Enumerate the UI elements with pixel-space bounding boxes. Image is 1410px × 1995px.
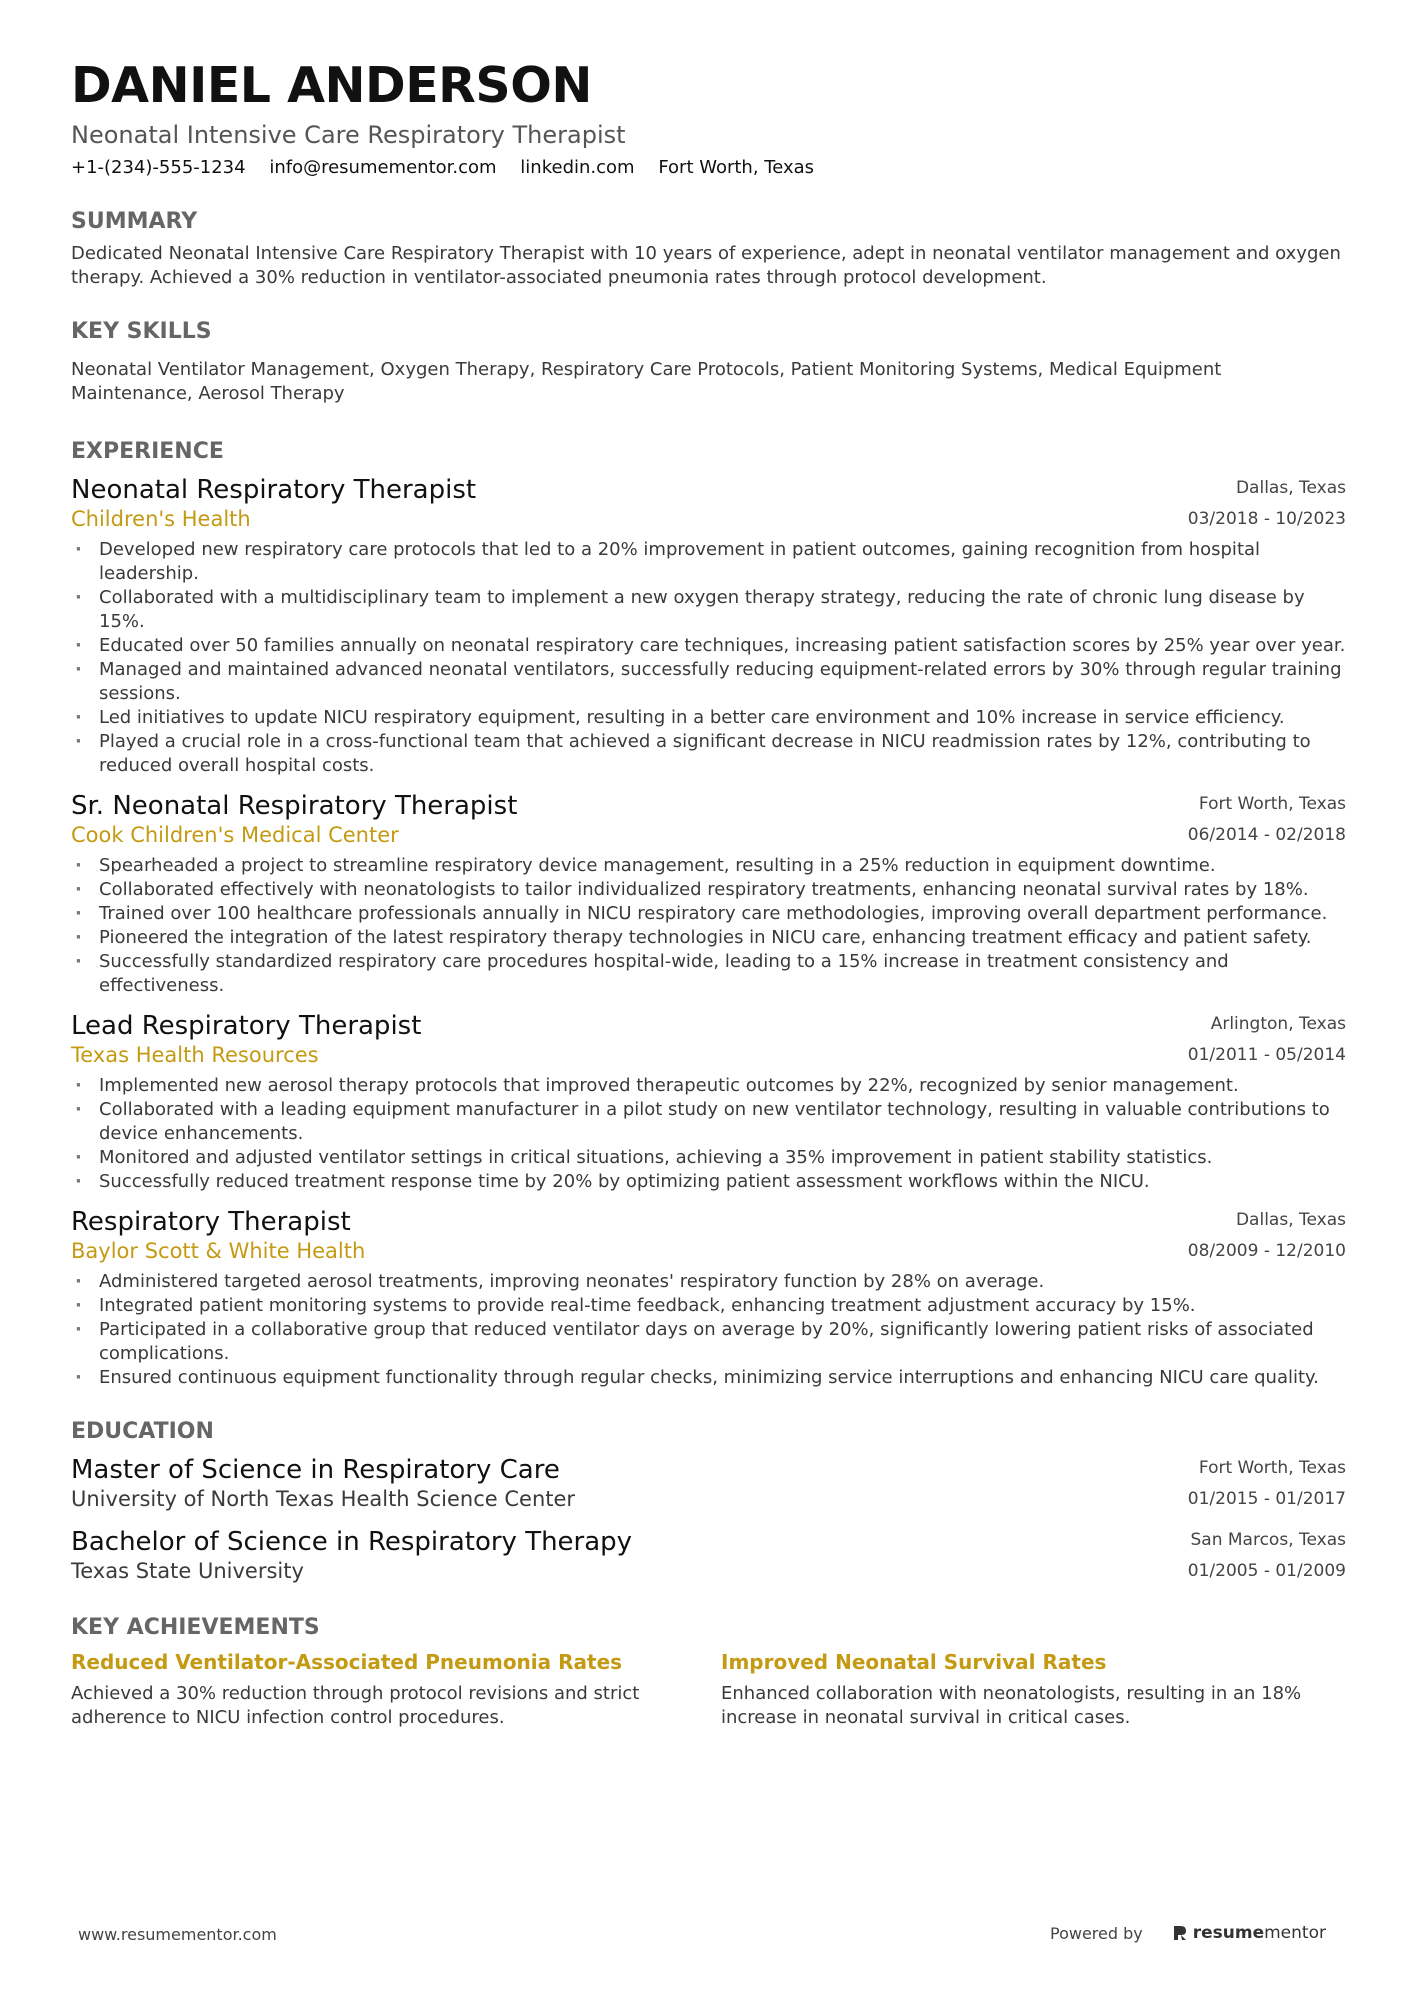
job-bullet: · Educated over 50 families annually on neonatal respiratory care techniques, increasing patient satisfaction scores by 25% year over year. <box>71 634 1346 658</box>
achievement-title: Improved Neonatal Survival Rates <box>721 1650 1107 1674</box>
education-entry <box>71 1526 1346 1584</box>
candidate-name: DANIEL ANDERSON <box>71 57 592 114</box>
job-title: Lead Respiratory Therapist <box>71 1011 422 1041</box>
footer-website-link[interactable]: www.resumementor.com <box>78 1925 277 1944</box>
job-company: Texas Health Resources <box>71 1043 319 1067</box>
education-section <box>71 1418 1346 1584</box>
footer-branding <box>1050 1923 1326 1943</box>
job-bullet: · Monitored and adjusted ventilator settings in critical situations, achieving a 35% improvement in patient stability statistics. <box>71 1146 1346 1170</box>
job-bullet: · Successfully reduced treatment response time by 20% by optimizing patient assessment workflows within the NICU. <box>71 1170 1346 1194</box>
powered-by-label: Powered by <box>1050 1923 1143 1943</box>
summary-heading: SUMMARY <box>71 209 198 234</box>
achievement-title: Reduced Ventilator-Associated Pneumonia Rates <box>71 1650 623 1674</box>
achievement-item <box>721 1648 1346 1730</box>
job-entry <box>71 1010 1346 1194</box>
education-entry <box>71 1454 1346 1512</box>
resumementor-logo-icon <box>1173 1924 1187 1942</box>
achievements-heading: KEY ACHIEVEMENTS <box>71 1615 320 1640</box>
job-bullet: · Played a crucial role in a cross-functional team that achieved a significant decrease in NICU readmission rates by 12%, contributing to reduced overall hospital costs. <box>71 730 1346 778</box>
job-bullet: · Led initiatives to update NICU respiratory equipment, resulting in a better care environment and 10% increase in service efficiency. <box>71 706 1346 730</box>
education-location: Fort Worth, Texas <box>1198 1458 1346 1478</box>
degree-title: Master of Science in Respiratory Care <box>71 1455 560 1485</box>
job-dates: 03/2018 - 10/2023 <box>1187 509 1346 529</box>
job-bullet: · Trained over 100 healthcare professionals annually in NICU respiratory care methodologies, improving overall department performance. <box>71 902 1346 926</box>
experience-section <box>71 438 1346 1390</box>
job-dates: 06/2014 - 02/2018 <box>1187 825 1346 845</box>
contact-email: info@resumementor.com <box>269 157 497 178</box>
job-dates: 01/2011 - 05/2014 <box>1187 1045 1346 1065</box>
summary-text: Dedicated Neonatal Intensive Care Respiratory Therapist with 10 years of experience, adept in neonatal ventilator management and oxygen therapy. Achieved a 30% reduction in ventilator-associated pneumonia rates through protocol development. <box>71 243 1341 288</box>
job-bullets <box>71 1270 1346 1390</box>
job-bullet: · Managed and maintained advanced neonatal ventilators, successfully reducing equipment-related errors by 30% through regular training sessions. <box>71 658 1346 706</box>
job-company: Baylor Scott & White Health <box>71 1239 366 1263</box>
job-entry <box>71 1206 1346 1390</box>
contact-phone: +1-(234)-555-1234 <box>71 157 246 178</box>
job-dates: 08/2009 - 12/2010 <box>1187 1241 1346 1261</box>
achievements-section <box>71 1614 1346 1730</box>
job-title: Respiratory Therapist <box>71 1207 351 1237</box>
skills-heading: KEY SKILLS <box>71 319 212 344</box>
job-bullet: · Ensured continuous equipment functionality through regular checks, minimizing service interruptions and enhancing NICU care quality. <box>71 1366 1346 1390</box>
candidate-headline: Neonatal Intensive Care Respiratory Therapist <box>71 121 626 149</box>
job-bullets <box>71 538 1346 778</box>
logo-text-light: mentor <box>1264 1923 1326 1943</box>
job-bullet: · Integrated patient monitoring systems to provide real-time feedback, enhancing treatment adjustment accuracy by 15%. <box>71 1294 1346 1318</box>
resume-header <box>71 56 1346 180</box>
job-bullet: · Implemented new aerosol therapy protocols that improved therapeutic outcomes by 22%, recognized by senior management. <box>71 1074 1346 1098</box>
job-bullet: · Successfully standardized respiratory care procedures hospital-wide, leading to a 15% increase in treatment consistency and effectiveness. <box>71 950 1346 998</box>
job-bullet: · Pioneered the integration of the latest respiratory therapy technologies in NICU care, enhancing treatment efficacy and patient safety. <box>71 926 1346 950</box>
resumementor-logo[interactable] <box>1173 1923 1326 1943</box>
job-bullet: · Developed new respiratory care protocols that led to a 20% improvement in patient outcomes, gaining recognition from hospital leadership. <box>71 538 1346 586</box>
achievement-text: Enhanced collaboration with neonatologists, resulting in an 18% increase in neonatal survival in critical cases. <box>721 1683 1302 1728</box>
job-bullets <box>71 1074 1346 1194</box>
education-dates: 01/2015 - 01/2017 <box>1187 1489 1346 1509</box>
job-location: Dallas, Texas <box>1235 1210 1346 1230</box>
degree-title: Bachelor of Science in Respiratory Therapy <box>71 1527 633 1557</box>
education-heading: EDUCATION <box>71 1419 214 1444</box>
job-bullet: · Administered targeted aerosol treatments, improving neonates' respiratory function by 28% on average. <box>71 1270 1346 1294</box>
job-location: Fort Worth, Texas <box>1198 794 1346 814</box>
logo-text-bold: resume <box>1192 1923 1265 1943</box>
experience-heading: EXPERIENCE <box>71 439 224 464</box>
job-bullet: · Collaborated with a leading equipment manufacturer in a pilot study on new ventilator technology, resulting in valuable contributions to device enhancements. <box>71 1098 1346 1146</box>
education-dates: 01/2005 - 01/2009 <box>1187 1561 1346 1581</box>
education-location: San Marcos, Texas <box>1190 1530 1346 1550</box>
job-entry <box>71 474 1346 778</box>
job-title: Neonatal Respiratory Therapist <box>71 475 477 505</box>
skills-section <box>71 318 1346 406</box>
job-bullet: · Collaborated with a multidisciplinary team to implement a new oxygen therapy strategy, reducing the rate of chronic lung disease by 15%. <box>71 586 1346 634</box>
job-location: Dallas, Texas <box>1235 478 1346 498</box>
job-entry <box>71 790 1346 998</box>
job-bullets <box>71 854 1346 998</box>
achievement-text: Achieved a 30% reduction through protocol revisions and strict adherence to NICU infection control procedures. <box>71 1683 640 1728</box>
school-name: Texas State University <box>71 1559 304 1583</box>
contact-info <box>71 156 1346 180</box>
school-name: University of North Texas Health Science Center <box>71 1487 576 1511</box>
skills-text: Neonatal Ventilator Management, Oxygen Therapy, Respiratory Care Protocols, Patient Monitoring Systems, Medical Equipment Maintenance, Aerosol Therapy <box>71 359 1222 404</box>
job-company: Children's Health <box>71 507 251 531</box>
job-company: Cook Children's Medical Center <box>71 823 399 847</box>
job-title: Sr. Neonatal Respiratory Therapist <box>71 791 518 821</box>
contact-location: Fort Worth, Texas <box>658 157 815 178</box>
job-bullet: · Participated in a collaborative group that reduced ventilator days on average by 20%, significantly lowering patient risks of associated complications. <box>71 1318 1346 1366</box>
job-location: Arlington, Texas <box>1210 1014 1346 1034</box>
summary-section <box>71 208 1346 290</box>
resume-page <box>71 56 1346 1730</box>
job-bullet: · Spearheaded a project to streamline respiratory device management, resulting in a 25% reduction in equipment downtime. <box>71 854 1346 878</box>
contact-linkedin: linkedin.com <box>520 157 635 178</box>
job-bullet: · Collaborated effectively with neonatologists to tailor individualized respiratory treatments, enhancing neonatal survival rates by 18%. <box>71 878 1346 902</box>
achievement-item <box>71 1648 721 1730</box>
